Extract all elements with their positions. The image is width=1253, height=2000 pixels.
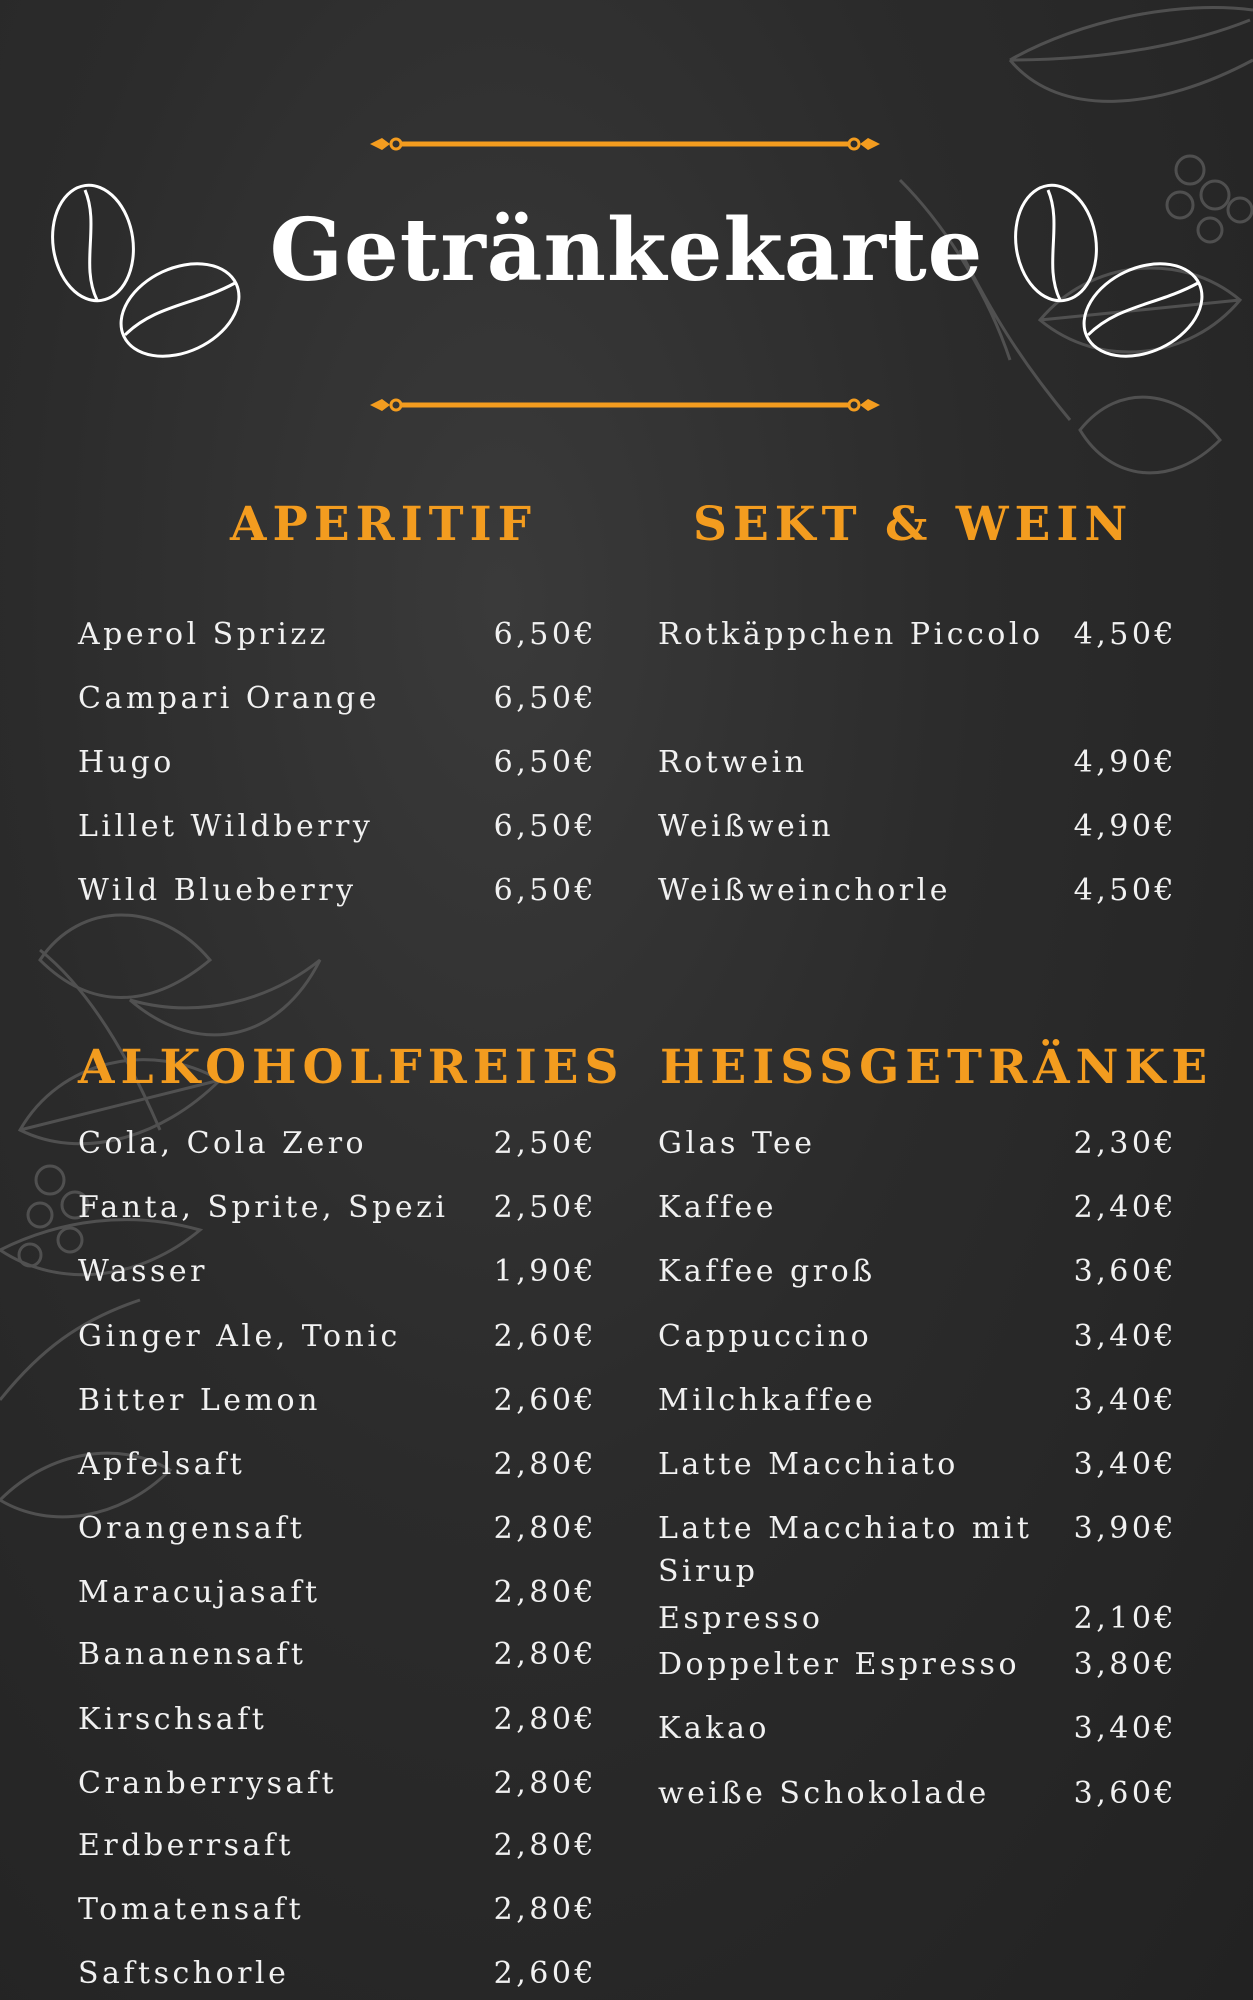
menu-item-price: 4,90€ bbox=[1073, 809, 1177, 844]
menu-item-name: Espresso bbox=[658, 1601, 824, 1636]
menu-item-name: Kaffee bbox=[658, 1190, 778, 1225]
menu-item-name: Apfelsaft bbox=[78, 1447, 246, 1482]
menu-item-name: Bananensaft bbox=[78, 1637, 307, 1672]
menu-item-name: Kirschsaft bbox=[78, 1702, 268, 1737]
menu-item-price: 6,50€ bbox=[493, 681, 597, 716]
section-heading-heissgetraenke: HEISSGETRÄNKE bbox=[660, 1040, 1214, 1095]
menu-item-price: 2,60€ bbox=[493, 1319, 597, 1354]
menu-item-price: 2,80€ bbox=[493, 1828, 597, 1863]
page-title: Getränkekarte bbox=[269, 200, 984, 301]
section-heading-alkoholfreies: ALKOHOLFREIES bbox=[78, 1040, 625, 1095]
menu-item-price: 6,50€ bbox=[493, 745, 597, 780]
menu-item-price: 3,40€ bbox=[1073, 1319, 1177, 1354]
menu-item-name: Latte Macchiato mit bbox=[658, 1511, 1033, 1546]
menu-item-name: Kakao bbox=[658, 1711, 770, 1746]
menu-item-name: Lillet Wildberry bbox=[78, 809, 374, 844]
menu-item-price: 4,90€ bbox=[1073, 745, 1177, 780]
menu-item-price: 4,50€ bbox=[1073, 617, 1177, 652]
menu-item-name: Kaffee groß bbox=[658, 1254, 876, 1289]
menu-item-price: 2,80€ bbox=[493, 1637, 597, 1672]
menu-item-name: Campari Orange bbox=[78, 681, 380, 716]
menu-item-price: 6,50€ bbox=[493, 873, 597, 908]
menu-item-price: 2,80€ bbox=[493, 1702, 597, 1737]
bottom-divider bbox=[370, 393, 880, 417]
menu-item-name: Hugo bbox=[78, 745, 175, 780]
menu-item-name: Wild Blueberry bbox=[78, 873, 357, 908]
menu-item-name: Doppelter Espresso bbox=[658, 1647, 1021, 1682]
top-divider bbox=[370, 132, 880, 156]
menu-item-price: 2,60€ bbox=[493, 1383, 597, 1418]
menu-item-name: Aperol Sprizz bbox=[78, 617, 329, 652]
menu-item-price: 2,60€ bbox=[493, 1956, 597, 1991]
menu-item-price: 3,60€ bbox=[1073, 1254, 1177, 1289]
menu-item-name: Bitter Lemon bbox=[78, 1383, 321, 1418]
menu-item-name-continued: Sirup bbox=[658, 1554, 759, 1589]
menu-item-name: Cranberrysaft bbox=[78, 1766, 338, 1801]
menu-item-name: Fanta, Sprite, Spezi bbox=[78, 1190, 449, 1225]
menu-item-price: 6,50€ bbox=[493, 809, 597, 844]
menu-item-name: Glas Tee bbox=[658, 1126, 816, 1161]
section-heading-sekt-wein: SEKT & WEIN bbox=[693, 497, 1134, 552]
menu-item-price: 3,90€ bbox=[1073, 1511, 1177, 1546]
menu-item-name: Rotkäppchen Piccolo bbox=[658, 617, 1044, 652]
menu-item-price: 4,50€ bbox=[1073, 873, 1177, 908]
menu-item-name: Milchkaffee bbox=[658, 1383, 877, 1418]
menu-item-price: 3,40€ bbox=[1073, 1383, 1177, 1418]
menu-item-name: Weißwein bbox=[658, 809, 835, 844]
menu-item-name: Tomatensaft bbox=[78, 1892, 305, 1927]
menu-item-price: 2,50€ bbox=[493, 1190, 597, 1225]
menu-item-price: 2,80€ bbox=[493, 1766, 597, 1801]
menu-item-name: Maracujasaft bbox=[78, 1575, 321, 1610]
menu-item-name: Weißweinchorle bbox=[658, 873, 951, 908]
menu-item-price: 3,40€ bbox=[1073, 1711, 1177, 1746]
menu-item-price: 2,50€ bbox=[493, 1126, 597, 1161]
menu-item-name: Erdberrsaft bbox=[78, 1828, 295, 1863]
menu-item-price: 2,10€ bbox=[1073, 1601, 1177, 1636]
menu-item-price: 3,60€ bbox=[1073, 1776, 1177, 1811]
menu-item-price: 3,80€ bbox=[1073, 1647, 1177, 1682]
menu-item-name: Ginger Ale, Tonic bbox=[78, 1319, 401, 1354]
section-heading-aperitif: APERITIF bbox=[230, 497, 538, 552]
menu-item-price: 2,80€ bbox=[493, 1511, 597, 1546]
menu-item-name: Cola, Cola Zero bbox=[78, 1126, 368, 1161]
menu-item-price: 2,30€ bbox=[1073, 1126, 1177, 1161]
menu-item-name: Latte Macchiato bbox=[658, 1447, 959, 1482]
menu-item-name: Rotwein bbox=[658, 745, 808, 780]
menu-item-name: Cappuccino bbox=[658, 1319, 873, 1354]
menu-item-name: weiße Schokolade bbox=[658, 1776, 990, 1811]
menu-item-name: Saftschorle bbox=[78, 1956, 290, 1991]
menu-item-price: 2,80€ bbox=[493, 1447, 597, 1482]
menu-item-price: 1,90€ bbox=[493, 1254, 597, 1289]
menu-item-price: 3,40€ bbox=[1073, 1447, 1177, 1482]
menu-item-name: Orangensaft bbox=[78, 1511, 306, 1546]
menu-item-price: 2,80€ bbox=[493, 1892, 597, 1927]
menu-item-price: 2,40€ bbox=[1073, 1190, 1177, 1225]
menu-item-price: 6,50€ bbox=[493, 617, 597, 652]
menu-item-name: Wasser bbox=[78, 1254, 208, 1289]
menu-item-price: 2,80€ bbox=[493, 1575, 597, 1610]
